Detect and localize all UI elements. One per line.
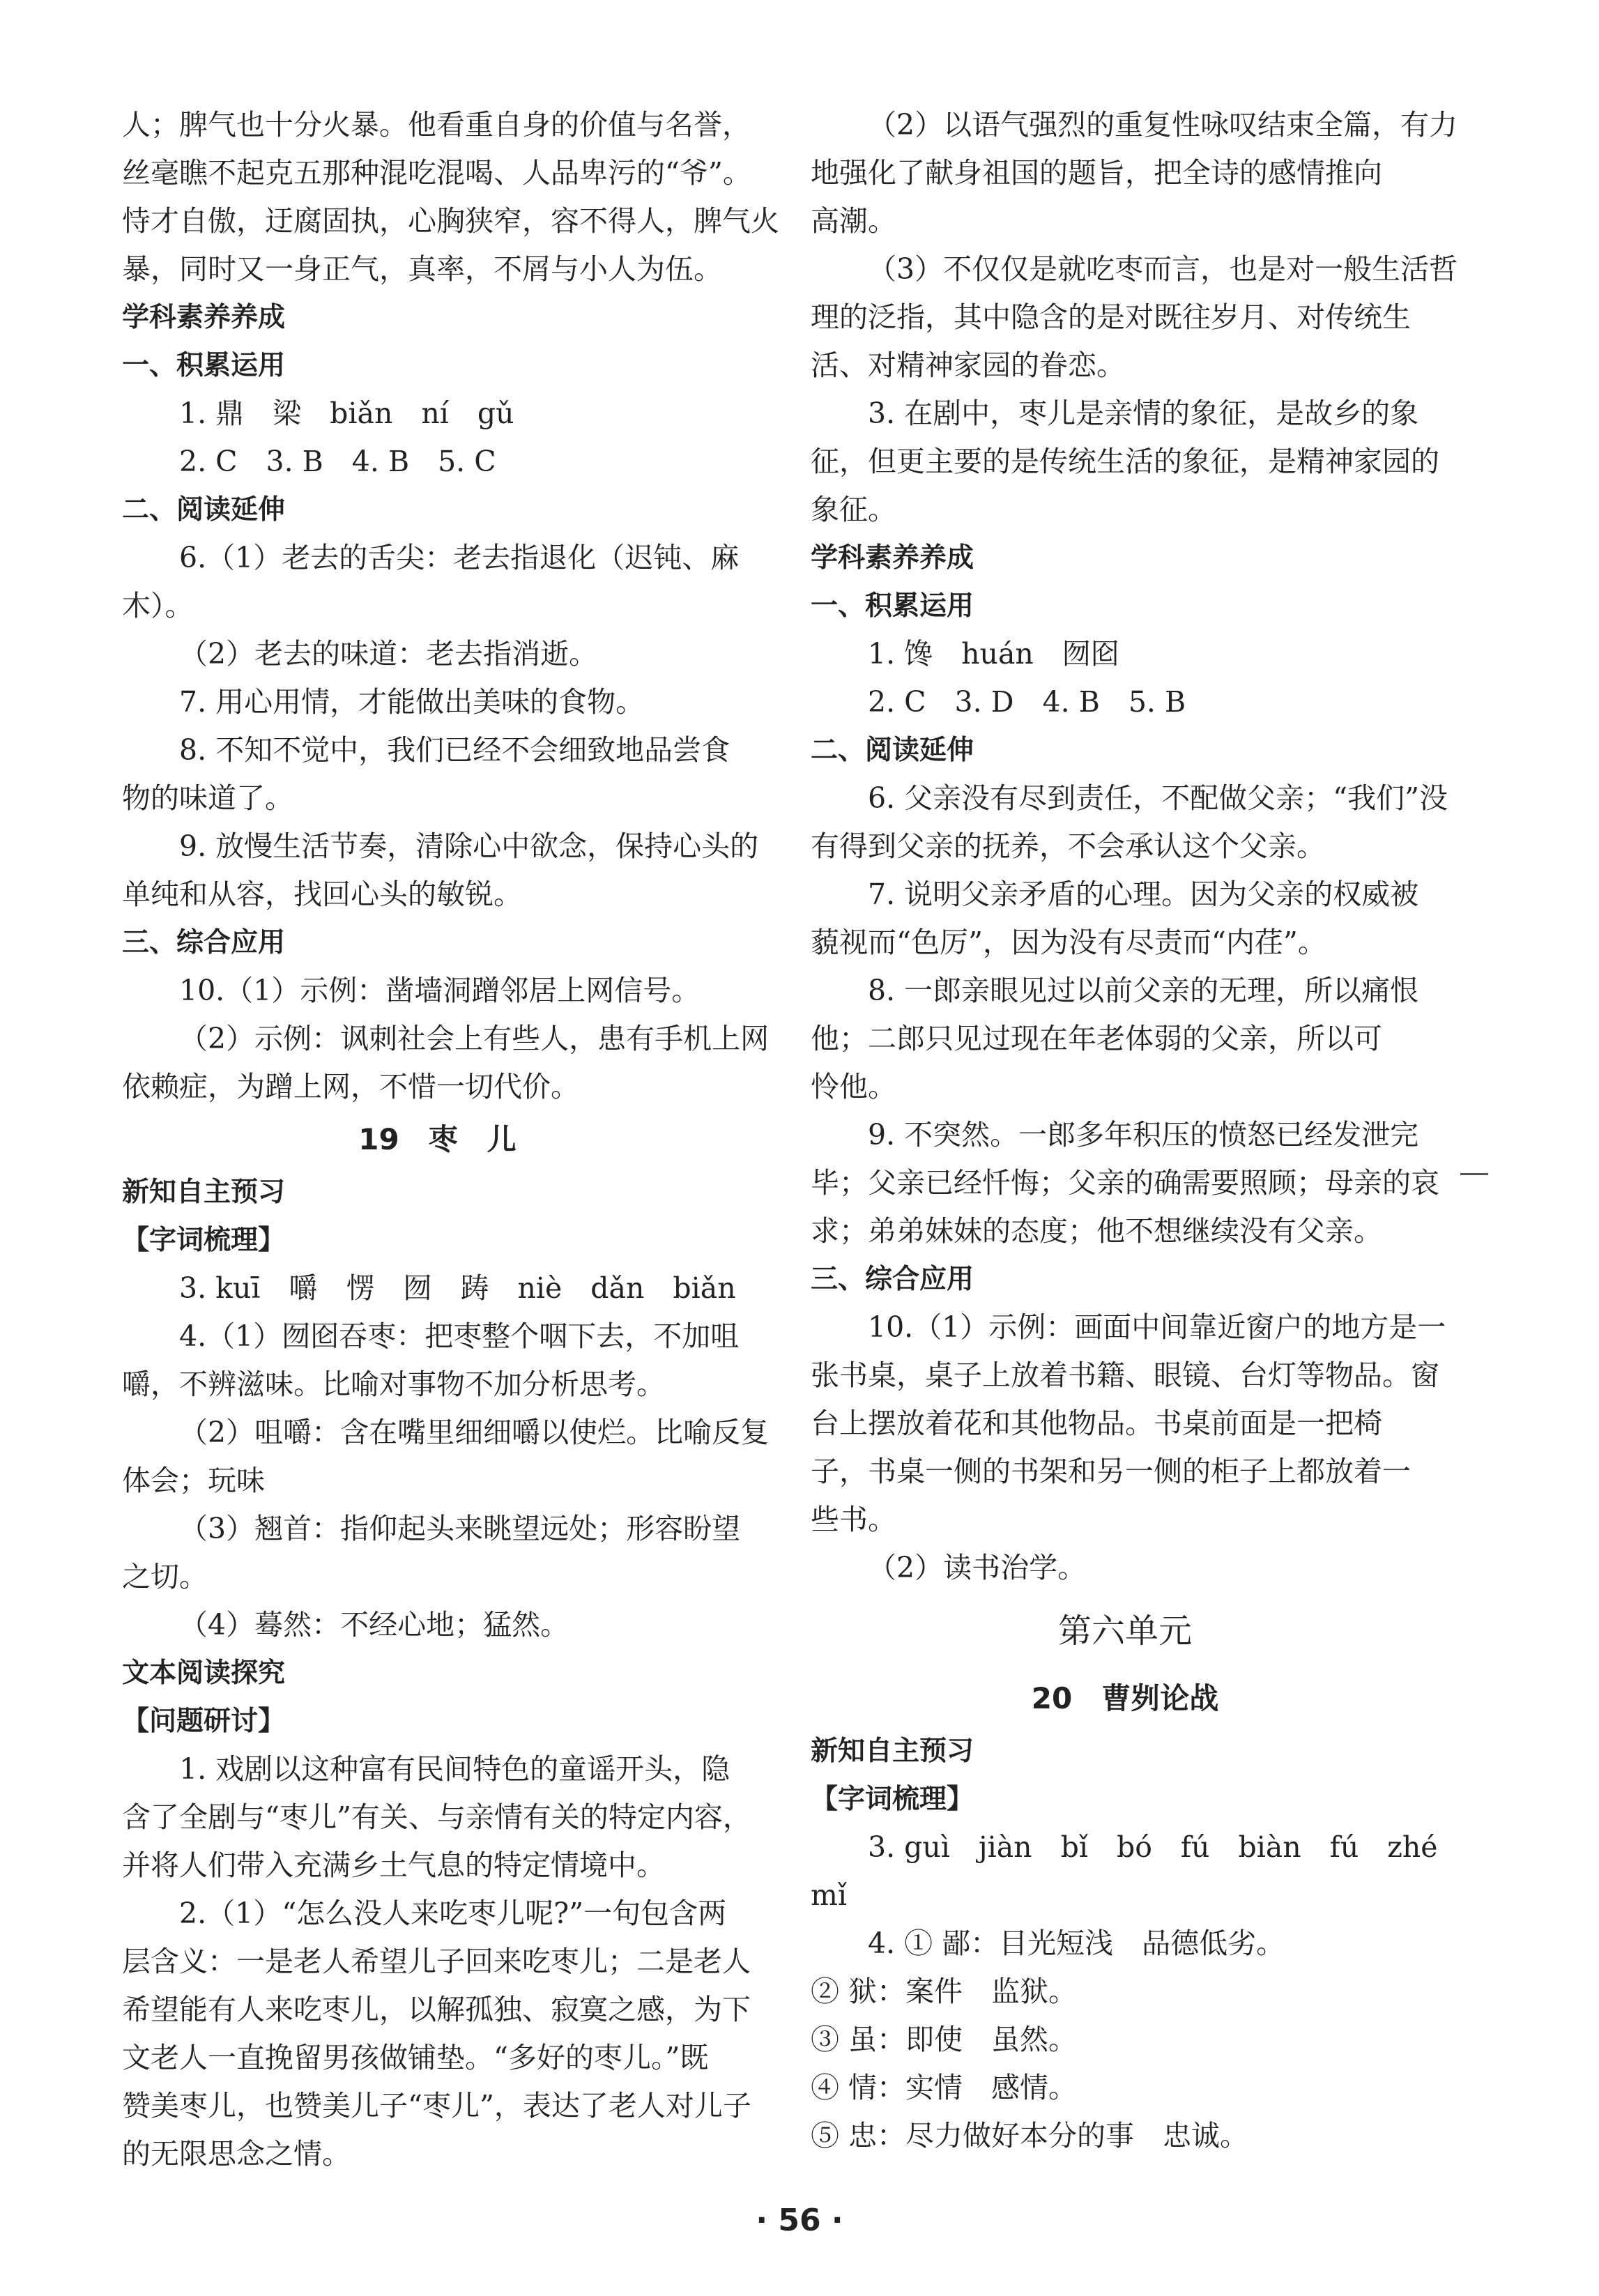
subsection-heading: 一、积累运用: [811, 590, 974, 622]
text-line: mǐ: [811, 1878, 847, 1912]
subsection-heading: 三、综合应用: [122, 927, 286, 958]
text-line: 嚼，不辨滋味。比喻对事物不加分析思考。: [122, 1368, 665, 1401]
text-line: 2.（1）“怎么没人来吃枣儿呢?”一句包含两: [179, 1897, 727, 1930]
text-line: 暴，同时又一身正气，真率，不屑与小人为伍。: [122, 252, 722, 286]
text-line: （3）翘首：指仰起头来眺望远处；形容盼望: [179, 1512, 741, 1545]
text-line: （2）读书治学。: [868, 1551, 1087, 1584]
text-line: 10.（1）示例：画面中间靠近窗户的地方是一: [868, 1310, 1446, 1344]
text-line: ③ 虽：即使 虽然。: [811, 2023, 1078, 2056]
subsection-heading: 二、阅读延伸: [811, 735, 974, 766]
subsection-heading: 三、综合应用: [811, 1264, 974, 1295]
text-line: 8. 不知不觉中，我们已经不会细致地品尝食: [179, 733, 730, 767]
text-line: 8. 一郎亲眼见过以前父亲的无理，所以痛恨: [868, 974, 1419, 1007]
text-line: 丝毫瞧不起克五那种混吃混喝、人品卑污的“爷”。: [122, 156, 751, 190]
text-line: 的无限思念之情。: [122, 2137, 351, 2171]
text-line: （2）以语气强烈的重复性咏叹结束全篇，有力: [868, 108, 1458, 141]
text-line: 3. 在剧中，枣儿是亲情的象征，是故乡的象: [868, 397, 1419, 430]
subsection-heading: 二、阅读延伸: [122, 494, 286, 526]
text-line: 征，但更主要的是传统生活的象征，是精神家园的: [811, 445, 1439, 478]
text-line: 高潮。: [811, 204, 896, 238]
text-line: 木）。: [122, 589, 194, 622]
subsection-heading: 一、积累运用: [122, 350, 286, 381]
left-column: [122, 101, 779, 2178]
text-line: 3. guì jiàn bǐ bó fú biàn fú zhé: [868, 1830, 1438, 1864]
text-line: （2）示例：讽刺社会上有些人，患有手机上网: [179, 1022, 770, 1055]
text-line: 1. 戏剧以这种富有民间特色的童谣开头，隐: [179, 1752, 730, 1786]
text-line: 4. ① 鄙：目光短浅 品德低劣。: [868, 1927, 1285, 1960]
text-line: 7. 说明父亲矛盾的心理。因为父亲的权威被: [868, 878, 1419, 911]
text-line: 藐视而“色厉”，因为没有尽责而“内荏”。: [811, 926, 1326, 959]
text-line: 活、对精神家园的眷恋。: [811, 349, 1125, 382]
text-line: 6.（1）老去的舌尖：老去指退化（迟钝、麻: [179, 541, 740, 574]
text-line: 台上摆放着花和其他物品。书桌前面是一把椅: [811, 1407, 1382, 1440]
section-heading: 新知自主预习: [122, 1177, 286, 1208]
text-line: 并将人们带入充满乡土气息的特定情境中。: [122, 1849, 665, 1882]
text-line: 理的泛指，其中隐含的是对既往岁月、对传统生: [811, 300, 1411, 334]
text-line: （4）蓦然：不经心地；猛然。: [179, 1608, 569, 1641]
unit-title: 第六单元: [1057, 1612, 1192, 1651]
bracket-heading: 【字词梳理】: [811, 1784, 974, 1815]
text-line: （2）咀嚼：含在嘴里细细嚼以使烂。比喻反复: [179, 1416, 770, 1449]
text-line: 层含义：一是老人希望儿子回来吃枣儿；二是老人: [122, 1945, 751, 1978]
section-heading: 新知自主预习: [811, 1736, 974, 1767]
margin-mark: [1460, 1173, 1488, 1175]
text-line: 含了全剧与“枣儿”有关、与亲情有关的特定内容，: [122, 1800, 751, 1834]
text-line: 人；脾气也十分火暴。他看重自身的价值与名誉，: [122, 108, 751, 141]
lesson-title: 19 枣 儿: [358, 1122, 517, 1156]
section-heading: 学科素养养成: [811, 542, 974, 574]
page-number: · 56 ·: [756, 2203, 843, 2238]
section-heading: 学科素养养成: [122, 302, 286, 333]
text-line: 之切。: [122, 1560, 208, 1593]
text-line: 6. 父亲没有尽到责任，不配做父亲；“我们”没: [868, 781, 1448, 815]
text-line: 7. 用心用情，才能做出美味的食物。: [179, 685, 645, 719]
section-heading: 文本阅读探究: [122, 1658, 286, 1689]
text-line: 1. 馋 huán 囫囵: [868, 637, 1119, 671]
text-line: 体会；玩味: [122, 1464, 265, 1497]
text-line: 有得到父亲的抚养，不会承认这个父亲。: [811, 829, 1325, 863]
text-line: 赞美枣儿，也赞美儿子“枣儿”，表达了老人对儿子: [122, 2089, 751, 2122]
right-column: [811, 101, 1458, 2160]
text-line: ② 狱：案件 监狱。: [811, 1975, 1078, 2008]
text-line: 象征。: [811, 493, 896, 526]
text-line: 10.（1）示例：凿墙洞蹭邻居上网信号。: [179, 974, 701, 1007]
text-line: ④ 情：实情 感情。: [811, 2071, 1078, 2104]
text-line: 2. C 3. D 4. B 5. B: [868, 685, 1186, 719]
text-line: 地强化了献身祖国的题旨，把全诗的感情推向: [811, 156, 1382, 190]
text-line: 他；二郎只见过现在年老体弱的父亲，所以可: [811, 1022, 1382, 1055]
bracket-heading: 【字词梳理】: [122, 1225, 286, 1256]
text-line: 张书桌，桌子上放着书籍、眼镜、台灯等物品。窗: [811, 1359, 1439, 1392]
text-line: 文老人一直挽留男孩做铺垫。“多好的枣儿。”既: [122, 2041, 709, 2074]
text-line: 9. 不突然。一郎多年积压的愤怒已经发泄完: [868, 1118, 1419, 1151]
text-line: 希望能有人来吃枣儿，以解孤独、寂寞之感，为下: [122, 1993, 751, 2026]
text-line: 单纯和从容，找回心头的敏锐。: [122, 878, 522, 911]
text-line: 怜他。: [811, 1070, 896, 1103]
text-line: 1. 鼎 梁 biǎn ní gǔ: [179, 397, 514, 430]
text-line: ⑤ 忠：尽力做好本分的事 忠诚。: [811, 2119, 1249, 2152]
text-line: 9. 放慢生活节奏，清除心中欲念，保持心头的: [179, 829, 759, 863]
text-line: 些书。: [811, 1503, 896, 1536]
text-line: 求；弟弟妹妹的态度；他不想继续没有父亲。: [811, 1214, 1382, 1248]
text-line: 依赖症，为蹭上网，不惜一切代价。: [122, 1070, 579, 1103]
text-line: 4.（1）囫囵吞枣：把枣整个咽下去，不加咀: [179, 1319, 740, 1353]
text-line: （3）不仅仅是就吃枣而言，也是对一般生活哲: [868, 252, 1458, 286]
bracket-heading: 【问题研讨】: [122, 1706, 286, 1737]
text-line: 2. C 3. B 4. B 5. C: [179, 445, 496, 478]
lesson-title: 20 曹刿论战: [1031, 1681, 1219, 1715]
text-line: 毕；父亲已经忏悔；父亲的确需要照顾；母亲的哀: [811, 1166, 1439, 1200]
text-line: 子，书桌一侧的书架和另一侧的柜子上都放着一: [811, 1455, 1411, 1488]
text-line: 3. kuī 嚼 愣 囫 踌 niè dǎn biǎn: [179, 1271, 736, 1305]
text-line: 恃才自傲，迂腐固执，心胸狭窄，容不得人，脾气火: [122, 204, 779, 238]
text-line: （2）老去的味道：老去指消逝。: [179, 637, 598, 671]
text-line: 物的味道了。: [122, 781, 293, 815]
